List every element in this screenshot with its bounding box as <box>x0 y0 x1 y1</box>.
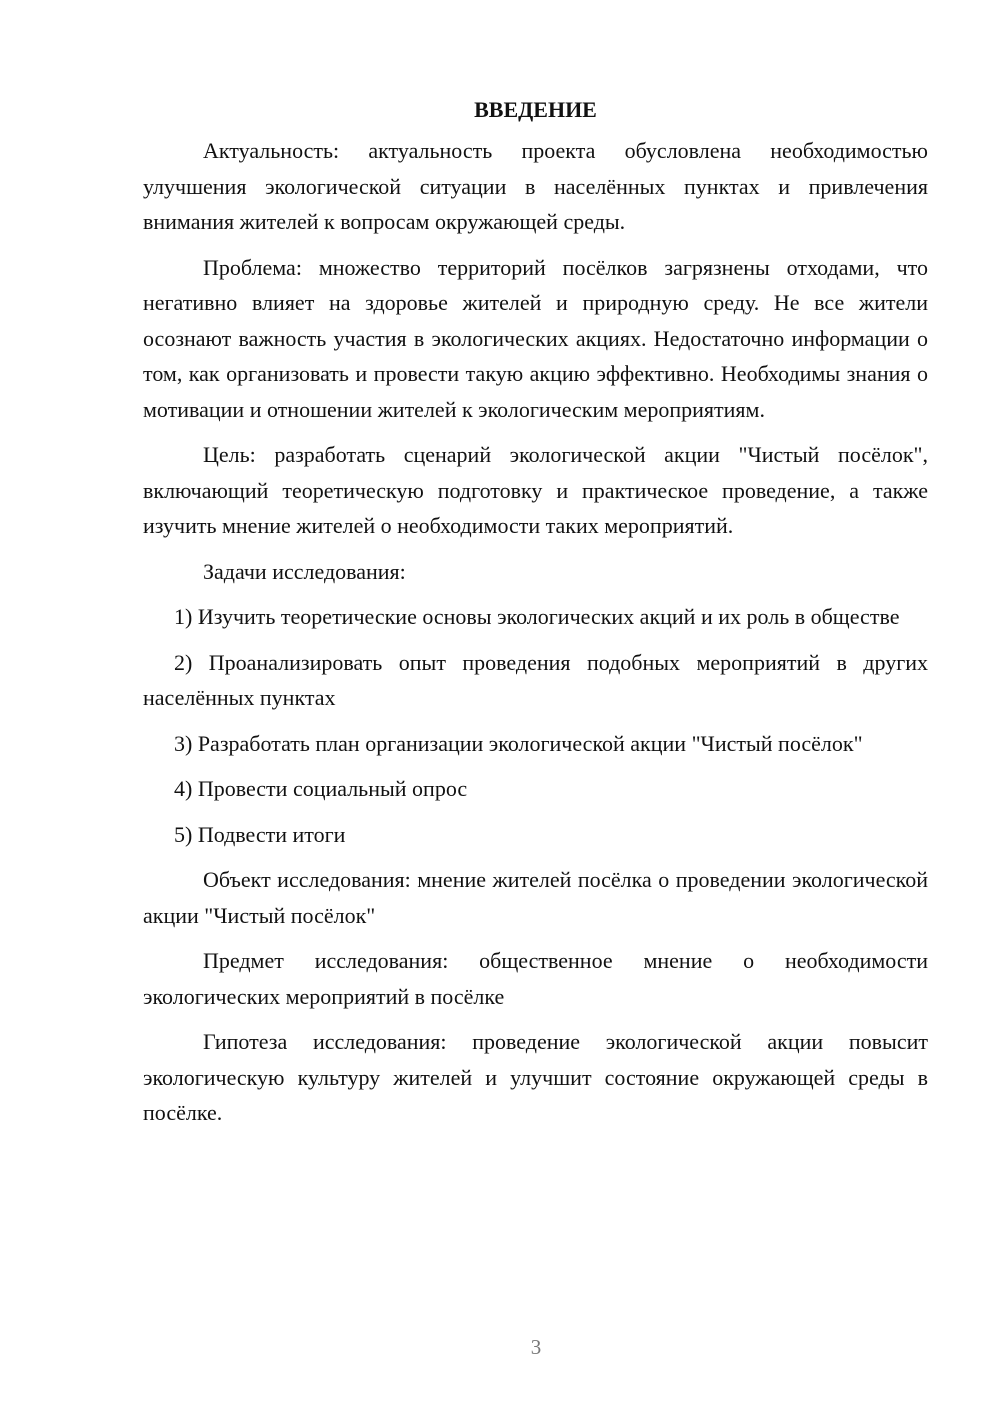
paragraph-object: Объект исследования: мнение жителей посёлка о проведении экологической акции "Чистый посёлок" <box>143 867 928 928</box>
page-number: 3 <box>530 1335 542 1359</box>
paragraph-relevance: Актуальность: актуальность проекта обусловлена необходимостью улучшения экологической ситуации в населённых пунктах и привлечения внимания жителей к вопросам окружающей среды. <box>143 138 928 234</box>
task-item: 3) Разработать план организации экологической акции "Чистый посёлок" <box>174 730 863 756</box>
task-item: 4) Провести социальный опрос <box>174 776 468 801</box>
task-item: 1) Изучить теоретические основы экологических акций и их роль в обществе <box>174 604 900 629</box>
paragraph-hypothesis: Гипотеза исследования: проведение экологической акции повысит экологическую культуру жителей и улучшит состояние окружающей среды в посёлке. <box>143 1029 928 1125</box>
paragraph-problem: Проблема: множество территорий посёлков загрязнены отходами, что негативно влияет на здоровье жителей и природную среду. Не все жители осознают важность участия в экологических акциях. Недостаточно информации о том, как организовать и провести такую акцию эффективно. Необходимы знания о мотивации и отношении жителей к экологическим мероприятиям. <box>143 254 928 422</box>
paragraph-subject: Предмет исследования: общественное мнение о необходимости экологических мероприятий в посёлке <box>143 948 928 1009</box>
task-item: 2) Проанализировать опыт проведения подобных мероприятий в других населённых пунктах <box>143 649 928 710</box>
section-title: ВВЕДЕНИЕ <box>474 97 597 122</box>
task-item: 5) Подвести итоги <box>174 821 346 847</box>
page-content <box>143 94 928 1141</box>
paragraph-tasks-heading: Задачи исследования: <box>203 558 406 584</box>
paragraph-goal: Цель: разработать сценарий экологической акции "Чистый посёлок", включающий теоретическую подготовку и практическое проведение, а также изучить мнение жителей о необходимости таких мероприятий. <box>143 442 928 538</box>
